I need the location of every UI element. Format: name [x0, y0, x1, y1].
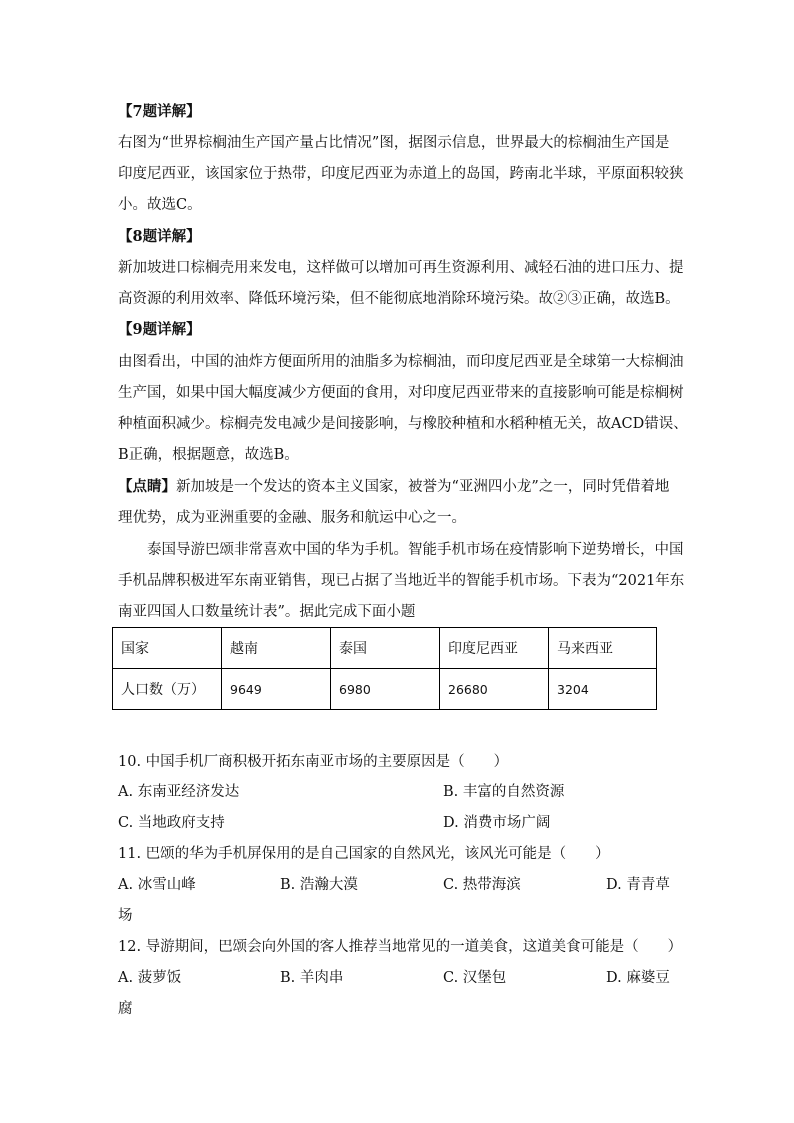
intro-line-1: 泰国导游巴颂非常喜欢中国的华为手机。智能手机市场在疫情影响下逆势增长，中国 [147, 542, 684, 558]
q12-option-d: D. 麻婆豆 [606, 970, 670, 986]
table-header-cell: 泰国 [331, 628, 440, 669]
table-header-cell: 马来西亚 [549, 628, 657, 669]
dianjing-line-1 [118, 477, 678, 497]
q10-option-a: A. 东南亚经济发达 [118, 784, 240, 800]
table-header-cell: 国家 [113, 628, 222, 669]
q11-stem: 11. 巴颂的华为手机屏保用的是自己国家的自然风光，该风光可能是（ ） [118, 846, 610, 862]
population-table [112, 627, 657, 710]
q9-explanation-line-3: 种植面积减少。棕榈壳发电减少是间接影响，与橡胶种植和水稻种植无关，故ACD错误、 [118, 416, 688, 432]
q10-option-d: D. 消费市场广阔 [443, 815, 551, 831]
table-cell: 9649 [222, 669, 331, 710]
table-header-cell: 印度尼西亚 [440, 628, 549, 669]
q12-option-d-wrap: 腐 [118, 1001, 133, 1017]
q10-stem: 10. 中国手机厂商积极开拓东南亚市场的主要原因是（ ） [118, 754, 509, 770]
q7-explanation-line-2: 印度尼西亚，该国家位于热带，印度尼西亚为赤道上的岛国，跨南北半球，平原面积较狭 [118, 166, 684, 182]
q11-option-d-wrap: 场 [118, 908, 133, 924]
q11-option-b: B. 浩瀚大漠 [280, 877, 358, 893]
table-cell: 26680 [440, 669, 549, 710]
q8-explanation-header: 【8题详解】 [118, 228, 201, 245]
q7-explanation-line-3: 小。故选C。 [118, 197, 202, 213]
dianjing-text-1: 新加坡是一个发达的资本主义国家，被誉为“亚洲四小龙”之一，同时凭借着地 [176, 479, 670, 495]
q11-option-c: C. 热带海滨 [443, 877, 521, 893]
q8-explanation-line-1: 新加坡进口棕榈壳用来发电，这样做可以增加可再生资源利用、减轻石油的进口压力、提 [118, 260, 684, 276]
q9-explanation-header: 【9题详解】 [118, 321, 201, 338]
q12-stem: 12. 导游期间，巴颂会向外国的客人推荐当地常见的一道美食，这道美食可能是（ ） [118, 939, 683, 955]
q11-option-a: A. 冰雪山峰 [118, 877, 196, 893]
dianjing-line-2: 理优势，成为亚洲重要的金融、服务和航运中心之一。 [118, 510, 466, 526]
q7-explanation-header: 【7题详解】 [118, 103, 201, 120]
table-cell: 6980 [331, 669, 440, 710]
table-header-cell: 越南 [222, 628, 331, 669]
q9-explanation-line-4: B正确，根据题意，故选B。 [118, 447, 299, 463]
q8-explanation-line-2: 高资源的利用效率、降低环境污染，但不能彻底地消除环境污染。故②③正确，故选B。 [118, 291, 680, 307]
q11-option-d: D. 青青草 [606, 877, 670, 893]
q10-option-c: C. 当地政府支持 [118, 815, 225, 831]
dianjing-label: 【点睛】 [118, 478, 176, 495]
q12-option-a: A. 菠萝饭 [118, 970, 182, 986]
table-row [113, 669, 657, 710]
q9-explanation-line-1: 由图看出，中国的油炸方便面所用的油脂多为棕榈油，而印度尼西亚是全球第一大棕榈油 [118, 354, 684, 370]
q10-option-b: B. 丰富的自然资源 [443, 784, 565, 800]
q7-explanation-line-1: 右图为“世界棕榈油生产国产量占比情况”图，据图示信息，世界最大的棕榈油生产国是 [118, 135, 670, 151]
table-header-row [113, 628, 657, 669]
table-cell: 3204 [549, 669, 657, 710]
q12-option-c: C. 汉堡包 [443, 970, 507, 986]
q9-explanation-line-2: 生产国，如果中国大幅度减少方便面的食用，对印度尼西亚带来的直接影响可能是棕榈树 [118, 385, 684, 401]
intro-line-2: 手机品牌积极进军东南亚销售，现已占据了当地近半的智能手机市场。下表为“2021年东 [118, 573, 685, 589]
q12-option-b: B. 羊肉串 [280, 970, 344, 986]
intro-line-3: 南亚四国人口数量统计表”。据此完成下面小题 [118, 604, 416, 620]
table-row-label: 人口数（万） [113, 669, 222, 710]
